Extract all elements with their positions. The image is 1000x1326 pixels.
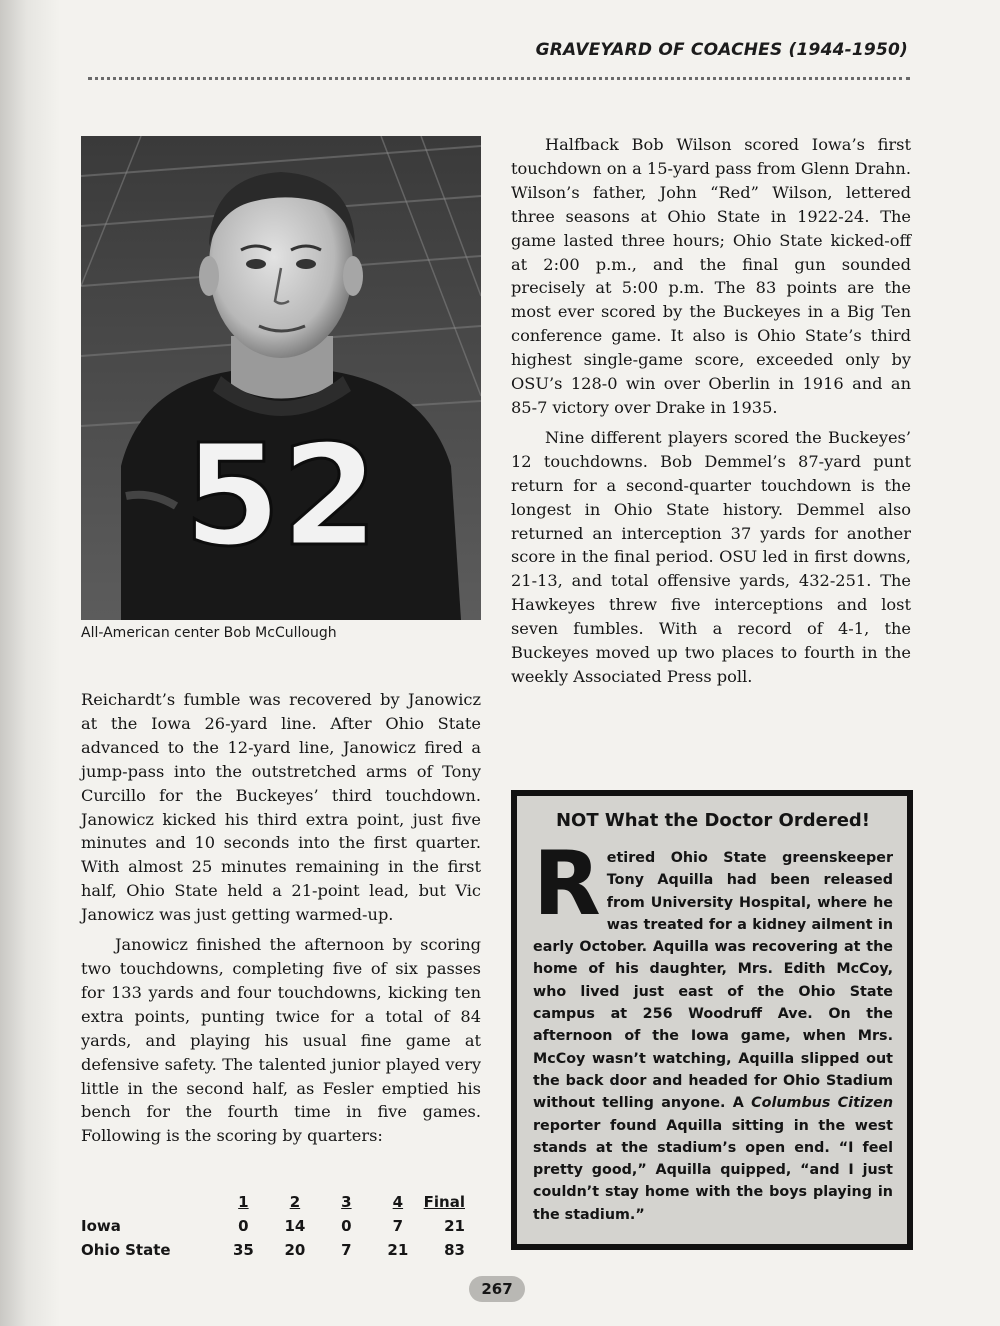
score-table-header-team [81,1190,218,1214]
left-paragraph-1: Reichardt’s fumble was recovered by Janowicz at the Iowa 26-yard line. After Ohio State advanced to the 12-yard line, Janowicz fired a jump-pass into the outstretched arms of Tony Curcillo for the Buckeyes’ third touchdown. Janowicz kicked his third extra point, just five minutes and 10 seconds into the first quarter. With almost 25 minutes remaining in the first half, Ohio State held a 21-point lead, but Vic Janowicz was just getting warmed-up. [81,690,481,925]
running-head: GRAVEYARD OF COACHES (1944-1950) [535,40,908,60]
player-photo [81,136,481,620]
score-by-quarters-table [81,1190,481,1262]
right-column [511,133,911,689]
sidebar-text-newspaper: Columbus Citizen [751,1095,893,1112]
left-paragraph-2: Janowicz finished the afternoon by scoring two touchdowns, completing five of six passes for 133 yards and four touchdowns, kicking ten extra points, punting twice for a total of 84 yards, and playing his usual fine game at defensive safety. The talented junior played very little in the second half, as Fesler emptied his bench for the fourth time in five games. Following is the scoring by quarters: [81,935,481,1146]
score-q3: 7 [341,1241,352,1259]
score-final: 83 [444,1241,465,1259]
score-q4: 21 [387,1241,409,1259]
score-q2: 14 [284,1217,306,1235]
sidebar-text-part-1: etired Ohio State greenskeeper Tony Aquilla had been released from University Hospital, where he was treated for a kidney ailment in early October. Aquilla was recovering at the home of his daughter, Mrs. Edith McCoy, who lived just east of the Ohio State campus at 256 Woodruff Ave. On the afternoon of the Iowa game, when Mrs. McCoy wasn’t watching, Aquilla slipped out the back door and headed for Ohio Stadium without telling anyone. A [533,850,893,1112]
score-q3: 0 [341,1217,352,1235]
score-q4: 7 [392,1217,404,1235]
team-name: Ohio State [81,1241,171,1259]
score-table-header-row [81,1190,481,1214]
score-q2: 20 [284,1241,306,1259]
score-table-row [81,1214,481,1238]
sidebar-text-part-2: reporter found Aquilla sitting in the west stands at the stadium’s open end. “I feel pretty good,” Aquilla quipped, “and I just couldn’t stay home with the boys playing in the stadium.” [533,1117,893,1223]
score-table-header-q2: 2 [289,1193,301,1211]
score-table-row [81,1238,481,1262]
score-table-header-final: Final [423,1193,465,1211]
right-paragraph-2: Nine different players scored the Buckeyes’ 12 touchdowns. Bob Demmel’s 87-yard punt return for a second-quarter touchdown is the longest in Ohio State history. Demmel also returned an interception 37 yards for another score in the final period. OSU led in first downs, 21-13, and total offensive yards, 432-251. The Hawkeyes threw five interceptions and lost seven fumbles. With a record of 4-1, the Buckeyes moved up two places to fourth in the weekly Associated Press poll. [511,427,911,686]
jersey-number: 52 [183,415,379,578]
sidebar-inner [517,796,907,1244]
page-number: 267 [469,1276,525,1302]
sidebar-box [511,790,913,1250]
score-q1: 35 [232,1241,254,1259]
photo-caption: All-American center Bob McCullough [81,625,337,641]
team-name: Iowa [81,1217,121,1235]
score-q1: 0 [238,1217,249,1235]
score-table-header-q1: 1 [238,1193,249,1211]
dotted-rule [88,77,910,80]
sidebar-body [533,832,893,1226]
score-table-header-q3: 3 [341,1193,352,1211]
right-paragraph-1: Halfback Bob Wilson scored Iowa’s first touchdown on a 15-yard pass from Glenn Drahn. Wilson’s father, John “Red” Wilson, lettered three seasons at Ohio State in 1922-24. The game lasted three hours; Ohio State kicked-off at 2:00 p.m., and the final gun sounded precisely at 5:00 p.m. The 83 points are the most ever scored by the Buckeyes in a Big Ten conference game. It also is Ohio State’s third highest single-game score, exceeded only by OSU’s 128-0 win over Oberlin in 1916 and an 85-7 victory over Drake in 1935. [511,135,911,417]
score-table-header-q4: 4 [392,1193,404,1211]
sidebar-title: NOT What the Doctor Ordered! [555,810,871,831]
player-photo-illustration [81,136,481,620]
sidebar-dropcap: R [533,832,601,935]
score-final: 21 [444,1217,465,1235]
left-column [81,688,481,1148]
page-binding-shadow [0,0,60,1326]
